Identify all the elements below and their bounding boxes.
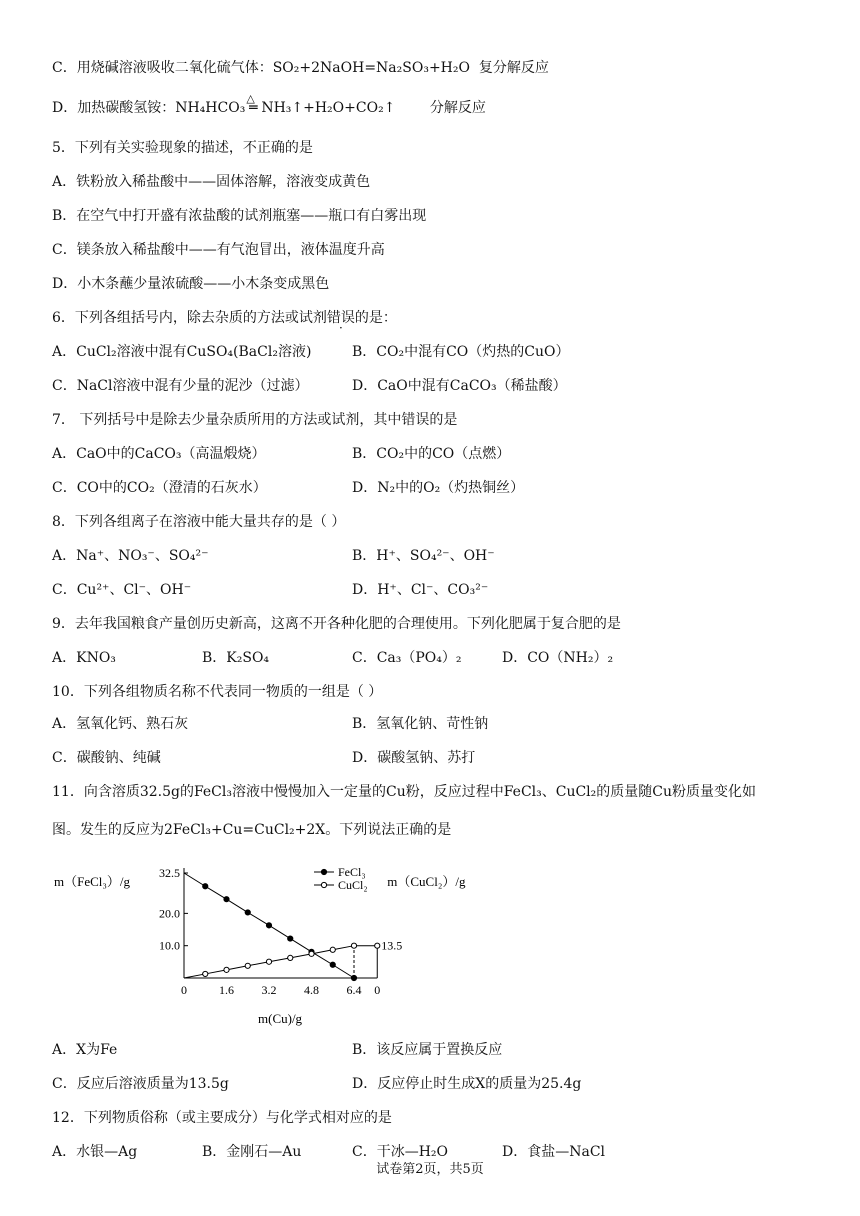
- y-tick-label-left: 20.0: [159, 906, 180, 921]
- question-7-option-b: B．CO₂中的CO（点燃）: [352, 446, 511, 462]
- question-6-emphasis: 错误: [326, 310, 355, 326]
- question-7-option-d: D．N₂中的O₂（灼热铜丝）: [352, 480, 525, 496]
- page-footer: 试卷第2页，共5页: [376, 1162, 484, 1177]
- question-11-option-b: B．该反应属于置换反应: [352, 1042, 503, 1058]
- question-7: 7． 下列括号中是除去少量杂质所用的方法或试剂，其中错误的是: [52, 412, 458, 428]
- question-12-option-c: C．干冰—H₂O: [352, 1144, 449, 1160]
- question-8-option-a: A．Na⁺、NO₃⁻、SO₄²⁻: [52, 548, 209, 564]
- question-12-option-a: A．水银—Ag: [52, 1144, 138, 1160]
- question-5-option-b: B．在空气中打开盛有浓盐酸的试剂瓶塞——瓶口有白雾出现: [52, 208, 427, 224]
- question-6: [52, 308, 397, 328]
- question-10-option-a: A．氢氧化钙、熟石灰: [52, 716, 189, 732]
- data-point-cucl2: [309, 951, 314, 956]
- question-6-option-a: A．CuCl₂溶液中混有CuSO₄(BaCl₂溶液): [52, 344, 312, 360]
- legend-label: FeCl₃: [338, 865, 366, 879]
- question-11-option-a: A．X为Fe: [52, 1042, 118, 1058]
- question-8-option-c: C．Cu²⁺、Cl⁻、OH⁻: [52, 582, 192, 598]
- question-8-option-d: D．H⁺、Cl⁻、CO₃²⁻: [352, 582, 489, 598]
- option-d-prev: [52, 92, 486, 118]
- x-tick-label: 0: [374, 983, 381, 997]
- chart: [52, 858, 512, 1033]
- question-10-option-c: C．碳酸钠、纯碱: [52, 750, 161, 766]
- y-axis-label-left: m（FeCl₃）/g: [54, 874, 131, 889]
- question-10: 10．下列各组物质名称不代表同一物质的一组是（ ）: [52, 684, 383, 700]
- question-11-option-c: C．反应后溶液质量为13.5g: [52, 1076, 229, 1092]
- data-point-cucl2: [203, 971, 208, 976]
- option-c-prev-type: 复分解反应: [478, 60, 549, 76]
- y-tick-label-left: 32.5: [159, 866, 180, 880]
- data-point-fecl3: [330, 962, 335, 967]
- option-d-prev-type: 分解反应: [429, 100, 486, 116]
- data-point-cucl2: [330, 947, 335, 952]
- x-tick-label: 1.6: [219, 983, 234, 997]
- question-6-text-end: 的是：: [354, 310, 397, 326]
- question-8-option-b: B．H⁺、SO₄²⁻、OH⁻: [352, 548, 495, 564]
- question-5-option-a: A．铁粉放入稀盐酸中——固体溶解，溶液变成黄色: [52, 174, 371, 190]
- data-point-cucl2: [245, 963, 250, 968]
- option-c-prev: [52, 58, 549, 78]
- x-axis-label: m(Cu)/g: [258, 1011, 303, 1026]
- question-9-option-c: C．Ca₃（PO₄）₂: [352, 650, 462, 666]
- data-point-cucl2: [351, 943, 356, 948]
- question-7-option-a: A．CaO中的CaCO₃（高温煅烧）: [52, 446, 266, 462]
- question-5-option-c: C．镁条放入稀盐酸中——有气泡冒出，液体温度升高: [52, 242, 385, 258]
- question-6-text: 6．下列各组括号内，除去杂质的方法或试剂: [52, 310, 327, 326]
- question-9-option-b: B．K₂SO₄: [202, 650, 270, 666]
- x-tick-label: 3.2: [261, 983, 277, 997]
- data-point-cucl2: [224, 967, 229, 972]
- y-tick-label-left: 10.0: [159, 938, 180, 953]
- x-tick-label: 4.8: [304, 983, 319, 997]
- question-9-option-d: D．CO（NH₂）₂: [502, 650, 614, 666]
- question-5-option-d: D．小木条蘸少量浓硫酸——小木条变成黑色: [52, 276, 330, 292]
- y-tick-label-right: 13.5: [381, 938, 403, 953]
- data-point-fecl3: [245, 910, 250, 915]
- data-point-cucl2: [288, 955, 293, 960]
- question-9: 9．去年我国粮食产量创历史新高，这离不开各种化肥的合理使用。下列化肥属于复合肥的是: [52, 616, 621, 632]
- data-point-fecl3: [203, 884, 208, 889]
- question-6-option-c: C．NaCl溶液中混有少量的泥沙（过滤）: [52, 378, 309, 394]
- question-10-option-b: B．氢氧化钠、苛性钠: [352, 716, 489, 732]
- question-10-option-d: D．碳酸氢钠、苏打: [352, 750, 476, 766]
- question-6-option-d: D．CaO中混有CaCO₃（稀盐酸）: [352, 378, 567, 394]
- x-tick-label: 6.4: [346, 983, 362, 997]
- question-7-option-c: C．CO中的CO₂（澄清的石灰水）: [52, 480, 267, 496]
- legend-marker: [321, 882, 326, 887]
- question-8: 8．下列各组离子在溶液中能大量共存的是（ ）: [52, 514, 346, 530]
- x-tick-label: 0: [181, 983, 187, 997]
- question-9-option-a: A．KNO₃: [52, 650, 116, 666]
- data-point-fecl3: [351, 975, 356, 980]
- option-c-prev-formula: SO₂+2NaOH=Na₂SO₃+H₂O: [272, 60, 470, 76]
- question-5: 5．下列有关实验现象的描述，不正确的是: [52, 140, 313, 156]
- series-line-cucl2: [184, 946, 377, 978]
- question-12-option-b: B．金刚石—Au: [202, 1144, 302, 1160]
- data-point-cucl2: [375, 943, 380, 948]
- option-c-prev-text: C．用烧碱溶液吸收二氧化硫气体：: [52, 60, 273, 76]
- option-d-prev-text: D．加热碳酸氢铵：NH₄HCO₃: [52, 100, 246, 116]
- option-d-prev-products: NH₃↑+H₂O+CO₂↑: [261, 100, 396, 116]
- data-point-fecl3: [224, 897, 229, 902]
- legend-marker: [321, 869, 326, 874]
- heating-equals-icon: △ ═: [246, 92, 258, 116]
- data-point-fecl3: [266, 923, 271, 928]
- data-point-cucl2: [266, 959, 271, 964]
- question-12: 12．下列物质俗称（或主要成分）与化学式相对应的是: [52, 1110, 392, 1126]
- question-11-line-2: 图。发生的反应为2FeCl₃+Cu=CuCl₂+2X。下列说法正确的是: [52, 822, 452, 838]
- question-12-option-d: D．食盐—NaCl: [502, 1144, 606, 1160]
- question-11-option-d: D．反应停止时生成X的质量为25.4g: [352, 1076, 582, 1092]
- data-point-fecl3: [288, 936, 293, 941]
- question-6-option-b: B．CO₂中混有CO（灼热的CuO）: [352, 344, 570, 360]
- legend-label: CuCl₂: [338, 878, 368, 892]
- question-11-line-1: 11．向含溶质32.5g的FeCl₃溶液中慢慢加入一定量的Cu粉，反应过程中FeCl₃、CuCl₂的质量随Cu粉质量变化如: [52, 784, 757, 800]
- y-axis-label-right: m（CuCl₂）/g: [387, 874, 466, 889]
